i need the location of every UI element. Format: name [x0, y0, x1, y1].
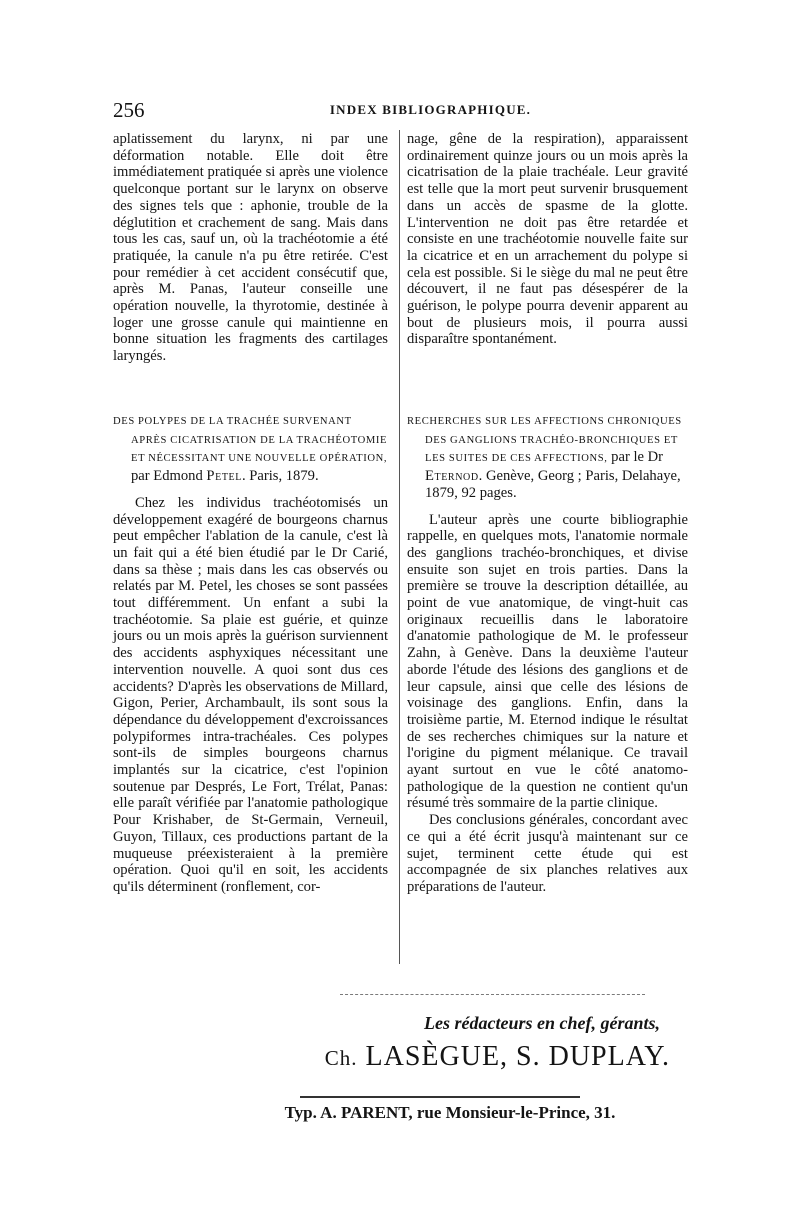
column-divider [399, 130, 400, 964]
editors-surnames: LASÈGUE, S. DUPLAY. [365, 1041, 670, 1072]
entry-body-petel: Chez les individus trachéotomisés un développement exagéré de bourgeons charnus peut empêcher l'ablation de la canule, c'est là un fait qui a été bien étudié par le Dr Carié, dans sa thèse ; mais dans les cas observés ou relatés par M. Petel, les choses se sont passées tout différemment. Un enfant a subi la trachéotomie. Sa plaie est guérie, et quinze jours ou un mois après la guérison surviennent des accidents asphyxiques nécessitant une intervention nouvelle. A quoi sont dus ces accidents? D'après les observations de Millard, Gigon, Perier, Archambault, ils sont sous la dépendance du développement d'excroissances polypiformes intra-trachéales. Ces polypes sont-ils de simples bourgeons charnus implantés sur la cicatrice, c'est l'opinion soutenue par Després, Le Fort, Trélat, Panas: elle paraît vérifiée par l'anatomie pathologique Pour Krishaber, de St-Germain, Verneuil, Guyon, Tillaux, ces productions partant de la muqueuse préexisteraient à la première opération. Quoi qu'il en soit, les accidents qu'ils déterminent (ronflement, cor- [113, 494, 388, 895]
printer-imprint: Typ. A. PARENT, rue Monsieur-le-Prince, 31. [284, 1103, 616, 1122]
entry-title-caps: DES POLYPES DE LA TRACHÉE SURVENANT APRÈS CICATRISATION DE LA TRACHÉOTOMIE ET NÉCESSITANT UNE NOUVELLE OPÉRATION, [113, 416, 388, 465]
entry-body-eternod-2: Des conclusions générales, concordant avec ce qui a été écrit jusqu'à maintenant sur ce sujet, terminent cette étude qui est accompagnée de six planches relatives aux préparations de l'auteur. [407, 812, 688, 895]
right-continuation-text: nage, gêne de la respiration), apparaissent ordinairement quinze jours ou un mois après la cicatrisation de la plaie trachéale. Leur gravité est telle que la mort peut survenir brusquement dans un accès de spasme de la glotte. L'intervention ne doit pas être retardée et consiste en une trachéotomie nouvelle faite sur la cicatrice et en un arrachement du polype si cela est possible. Si le siège du mal ne peut être découvert, il ne faut pas désespérer de la guérison, le polype pourra devenir apparent au bout de plusieurs mois, il pourra aussi disparaître spontanément. [407, 131, 688, 348]
entry-author-name: Petel [206, 468, 242, 485]
right-column-continuation [407, 131, 688, 348]
entry-place-date: . Paris, 1879. [241, 468, 319, 485]
editors-ch: Ch. [324, 1046, 358, 1070]
page-header [113, 99, 688, 121]
entry-title-eternod [407, 412, 688, 502]
entry-author-prefix: par Edmond [131, 468, 203, 485]
dashed-separator [340, 994, 645, 995]
left-continuation-text: aplatissement du larynx, ni par une déformation notable. Elle doit être immédiatement pratiquée si après une violence quelconque portant sur le larynx on observe des signes tels que : aphonie, trouble de la déglutition et crachement de sang. Mais dans tous les cas, sauf un, où la trachéotomie a été pratiquée, la canule n'a pu être retirée. C'est pour remédier à cet accident consécutif que, après M. Panas, l'auteur conseille une opération nouvelle, la thyrotomie, destinée à loger une grosse canule qui maintienne en bonne situation les fragments des cartilages laryngés. [113, 131, 388, 365]
entry-author-name: Eternod [425, 468, 479, 485]
page-number: 256 [113, 98, 145, 122]
editors-names [260, 1041, 670, 1073]
running-head: INDEX BIBLIOGRAPHIQUE. [329, 102, 532, 117]
editors-line: Les rédacteurs en chef, gérants, [424, 1013, 660, 1033]
entry-author-prefix: par le Dr [611, 449, 664, 466]
left-column-entry [113, 412, 388, 896]
entry-title-petel [113, 412, 388, 485]
entry-title-caps: RECHERCHES SUR LES AFFECTIONS CHRONIQUES DES GANGLIONS TRACHÉO-BRONCHIQUES ET LES SUITES DE CES AFFECTIONS, [407, 416, 682, 465]
entry-body-eternod-1: L'auteur après une courte bibliographie rappelle, en quelques mots, l'anatomie normale des ganglions trachéo-bronchiques, et divise ensuite son sujet en trois parties. Dans la première se trouve la description détaillée, au point de vue anatomique, de vingt-huit cas originaux recueillis dans le laboratoire d'anatomie pathologique de M. le professeur Zahn, à Genève. Dans la deuxième l'auteur aborde l'étude des lésions des ganglions et de leur capsule, ainsi que celle des lésions de voisinage des ganglions. Enfin, dans la troisième partie, M. Eternod indique le résultat de ses recherches chimiques sur la nature et l'origine du pigment mélanique. Ce travail ayant surtout en vue le côté anatomo-pathologique de la question ne contient qu'un résumé très sommaire de la partie clinique. [407, 511, 688, 812]
entry-place-date: . Genève, Georg ; Paris, Delahaye, 1879, 92 pages. [425, 468, 681, 501]
left-column-continuation [113, 131, 388, 365]
footer-rule [300, 1096, 580, 1098]
right-column-entry [407, 412, 688, 896]
